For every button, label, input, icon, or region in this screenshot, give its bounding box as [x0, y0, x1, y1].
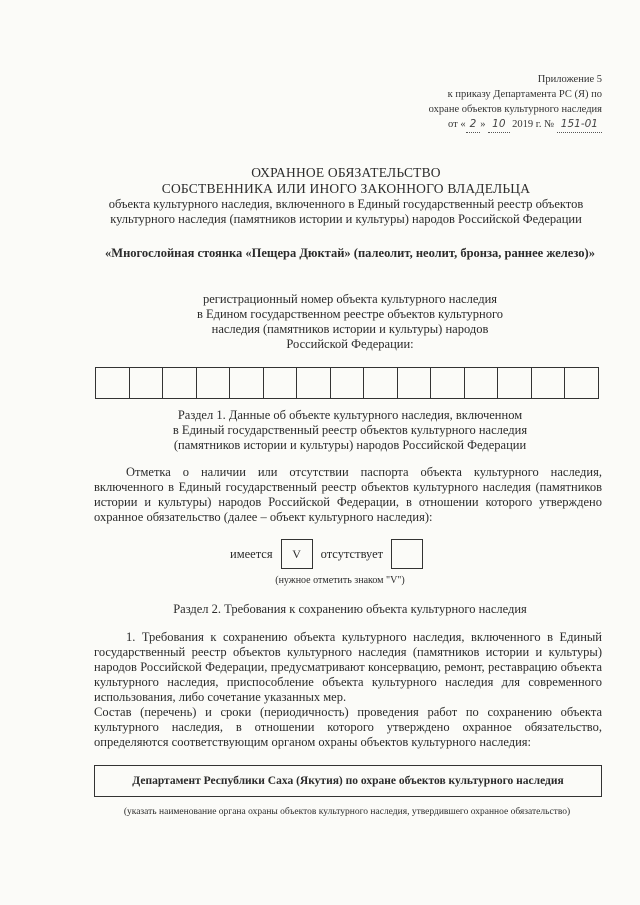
requirements-paragraph-1: 1. Требования к сохранению объекта культурного наследия, включенного в Единый государственный реестр объектов культурного наследия (памятников истории и культуры) народов Российской Федерации, предусматривают консервацию, ремонт, реставрацию объекта культурного наследия, приспособление объекта культурного наследия для современного использования, либо сочетание указанных мер. [94, 630, 602, 704]
appendix-line-1: Приложение 5 [537, 74, 602, 85]
date-year: 2019 г. № [512, 119, 555, 130]
registration-line-1: регистрационный номер объекта культурного наследия [202, 292, 498, 306]
choice-note: (нужное отметить знаком "V") [275, 575, 405, 586]
absent-label: отсутствует [320, 546, 384, 561]
registration-line-4: Российской Федерации: [286, 337, 414, 351]
registration-digit-box[interactable] [230, 368, 264, 398]
registration-digit-box[interactable] [130, 368, 164, 398]
requirements-text [94, 630, 602, 750]
registration-line-2: в Едином государственном реестре объектов культурного [196, 307, 504, 321]
date-day: 2 [466, 117, 481, 133]
date-mid: » [480, 119, 486, 130]
registration-number-boxes[interactable] [95, 367, 599, 399]
registration-digit-box[interactable] [498, 368, 532, 398]
department-name-box: Департамент Республики Саха (Якутия) по охране объектов культурного наследия [94, 765, 602, 797]
registration-digit-box[interactable] [331, 368, 365, 398]
section-1-heading [120, 408, 580, 453]
passport-paragraph [94, 465, 602, 525]
registration-digit-box[interactable] [297, 368, 331, 398]
registration-digit-box[interactable] [532, 368, 566, 398]
registration-digit-box[interactable] [364, 368, 398, 398]
date-prefix: от « [448, 119, 466, 130]
section-1-line-1: Раздел 1. Данные об объекте культурного наследия, включенном [177, 408, 523, 422]
document-title [86, 165, 606, 227]
department-note: (указать наименование органа охраны объектов культурного наследия, утвердившего охранное обязательство) [123, 807, 571, 817]
date-month: 10 [488, 117, 509, 133]
registration-digit-box[interactable] [197, 368, 231, 398]
absent-checkbox[interactable] [391, 539, 423, 569]
order-number: 151-01 [557, 117, 602, 133]
registration-digit-box[interactable] [398, 368, 432, 398]
appendix-line-3: охране объектов культурного наследия [428, 104, 602, 115]
registration-digit-box[interactable] [565, 368, 598, 398]
present-checkbox[interactable]: V [281, 539, 313, 569]
present-label: имеется [230, 546, 273, 561]
appendix-line-2: к приказу Департамента РС (Я) по [447, 89, 602, 100]
title-line-3: объекта культурного наследия, включенного в Единый государственный реестр объектов [108, 197, 584, 211]
section-1-line-2: в Единый государственный реестр объектов культурного наследия [172, 423, 528, 437]
registration-line-3: наследия (памятников истории и культуры) народов [211, 322, 489, 336]
registration-digit-box[interactable] [96, 368, 130, 398]
appendix-header [362, 72, 602, 133]
section-2-heading: Раздел 2. Требования к сохранению объекта культурного наследия [173, 602, 527, 616]
registration-digit-box[interactable] [465, 368, 499, 398]
registration-digit-box[interactable] [431, 368, 465, 398]
passport-choice-row [230, 540, 431, 568]
object-name: «Многослойная стоянка «Пещера Дюктай» (палеолит, неолит, бронза, раннее железо)» [105, 246, 595, 260]
registration-digit-box[interactable] [264, 368, 298, 398]
section-1-line-3: (памятников истории и культуры) народов Российской Федерации [173, 438, 527, 452]
registration-label [120, 292, 580, 352]
passport-text: Отметка о наличии или отсутствии паспорта объекта культурного наследия, включенного в Единый государственный реестр объектов культурного наследия (памятников истории и культуры) народов Российской Федерации, в отношении которого утверждено охранное обязательство (далее – объект культурного наследия): [94, 465, 602, 524]
title-line-4: культурного наследия (памятников истории и культуры) народов Российской Федерации [110, 212, 582, 226]
registration-digit-box[interactable] [163, 368, 197, 398]
title-line-1: ОХРАННОЕ ОБЯЗАТЕЛЬСТВО [251, 165, 441, 180]
title-line-2: СОБСТВЕННИКА ИЛИ ИНОГО ЗАКОННОГО ВЛАДЕЛЬЦА [161, 181, 531, 196]
appendix-date-line [362, 117, 602, 133]
requirements-paragraph-2: Состав (перечень) и сроки (периодичность) проведения работ по сохранению объекта культурного наследия, в отношении которого утверждено охранное обязательство, определяются соответствующим органом охраны объектов культурного наследия: [94, 705, 602, 749]
